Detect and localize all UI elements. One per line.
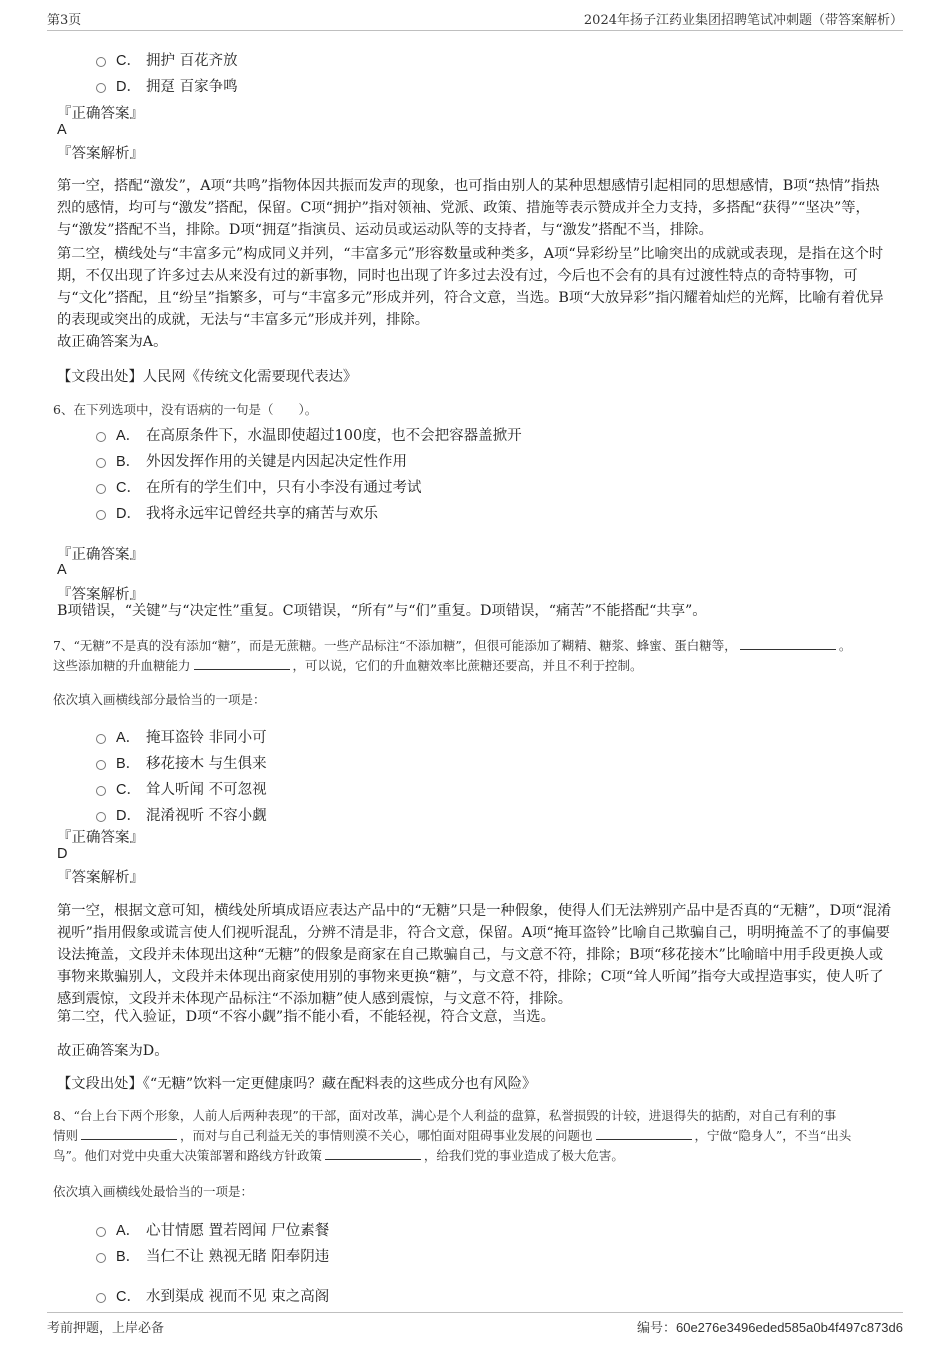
- analysis-label: 『答案解析』: [57, 587, 144, 603]
- analysis-label: 『答案解析』: [57, 146, 144, 162]
- q5-analysis-2: 第二空，横线处与“丰富多元”构成同义并列，“丰富多元”形容数量或种类多，A项“异彩纷呈”比喻突出的成就或表现，是指在这个时期，不仅出现了许多过去从来没有过的新事物，同时也出现了许多过去没有过，今后也不会有的具有过渡性特点的奇特事物，可与“文化”搭配，且“纷呈”指繁多，可与“丰富多元”形成并列，符合文意，当选。B项“大放异彩”指闪耀着灿烂的光辉，比喻有着优异的表现或突出的成就，无法与“丰富多元”形成并列，排除。: [57, 246, 884, 328]
- q6-answer: A: [57, 562, 67, 578]
- document-title: 2024年扬子江药业集团招聘笔试冲刺题（带答案解析）: [583, 13, 903, 28]
- q5-option-c[interactable]: C． 拥护 百花齐放: [96, 49, 238, 70]
- radio-icon[interactable]: [96, 812, 106, 822]
- q6-option-b[interactable]: B． 外因发挥作用的关键是内因起决定性作用: [96, 450, 407, 471]
- answer-blank: [740, 637, 836, 650]
- q7-analysis-1: 第一空，根据文意可知，横线处所填成语应表达产品中的“无糖”只是一种假象，使得人们无法辨别产品中是否真的“无糖”，D项“混淆视听”指用假象或谎言使人们视听混乱，分辨不清是非，符合文意，保留。A项“掩耳盗铃”比喻自己欺骗自己，明明掩盖不了的事偏要设法掩盖，文段并未体现出这种“无糖”的假象是商家在自己欺骗自己，与文意不符，排除；B项“移花接木”比喻暗中用手段更换人或事物来欺骗别人，文段并未体现出商家使用别的事物来更换“糖”，与文意不符，排除；C项“耸人听闻”指夸大或捏造事实，使人听了感到震惊，文段并未体现产品标注“不添加糖”使人感到震惊，与文意不符，排除。: [57, 903, 892, 1007]
- q8-option-c[interactable]: C． 水到渠成 视而不见 束之高阁: [96, 1285, 329, 1306]
- page-footer: [47, 1312, 903, 1343]
- q7-option-c[interactable]: C． 耸人听闻 不可忽视: [96, 778, 267, 799]
- radio-icon[interactable]: [96, 1253, 106, 1263]
- page-number: 第3页: [47, 13, 82, 28]
- q5-answer: A: [57, 122, 67, 138]
- q7-option-d[interactable]: D． 混淆视听 不容小觑: [96, 804, 267, 825]
- radio-icon[interactable]: [96, 734, 106, 744]
- analysis-label: 『答案解析』: [57, 870, 144, 886]
- q5-option-d[interactable]: D． 拥趸 百家争鸣: [96, 75, 238, 96]
- q8-prompt: 依次填入画横线处最恰当的一项是：: [53, 1184, 254, 1199]
- q7-option-a[interactable]: A． 掩耳盗铃 非同小可: [96, 726, 267, 747]
- q7-analysis-2: 第二空，代入验证，D项“不容小觑”指不能小看，不能轻视，符合文意，当选。: [57, 1009, 555, 1025]
- radio-icon[interactable]: [96, 432, 106, 442]
- footer-slogan: 考前押题，上岸必备: [47, 1321, 165, 1336]
- q5-conclusion: 故正确答案为A。: [57, 334, 168, 350]
- q7-question: 7、“无糖”不是真的没有添加“糖”，而是无蔗糖。一些产品标注“不添加糖”，但很可能添加了糊精、糖浆、蜂蜜、蛋白糖等， 。 这些添加糖的升血糖能力 ，可以说，它们的升血糖效率比蔗糖还要高，并且不利于控制。: [53, 638, 852, 673]
- answer-blank: [325, 1147, 421, 1160]
- answer-blank: [194, 657, 290, 670]
- radio-icon[interactable]: [96, 1293, 106, 1303]
- correct-answer-label: 『正确答案』: [57, 830, 144, 846]
- q5-analysis-1: 第一空，搭配“激发”，A项“共鸣”指物体因共振而发声的现象，也可指由别人的某种思想感情引起相同的思想感情，B项“热情”指热烈的感情，均可与“激发”搭配，保留。C项“拥护”指对领袖、党派、政策、措施等表示赞成并全力支持，多搭配“获得”“坚决”等，与“激发”搭配不当，排除。D项“拥趸”指演员、运动员或运动队等的支持者，与“激发”搭配不当，排除。: [57, 178, 880, 238]
- q8-question: 8、“台上台下两个形象，人前人后两种表现”的干部，面对改革，满心是个人利益的盘算，私誉损毁的计较，进退得失的掂酌，对自己有利的事 情则 ，而对与自己利益无关的事情则漠不关心，哪怕面对阻碍事业发展的问题也 ，宁做“隐身人”，不当“出头 鸟”。他们对党中央重大决策部署和路线方针政策 ，给我们党的事业造成了极大危害。: [53, 1108, 852, 1163]
- q7-prompt: 依次填入画横线部分最恰当的一项是：: [53, 692, 266, 707]
- radio-icon[interactable]: [96, 57, 106, 67]
- q6-option-d[interactable]: D． 我将永远牢记曾经共享的痛苦与欢乐: [96, 502, 378, 523]
- correct-answer-label: 『正确答案』: [57, 547, 144, 563]
- radio-icon[interactable]: [96, 786, 106, 796]
- q6-option-c[interactable]: C． 在所有的学生们中，只有小李没有通过考试: [96, 476, 422, 497]
- q5-source: 【文段出处】人民网《传统文化需要现代表达》: [57, 369, 358, 385]
- q6-option-a[interactable]: A． 在高原条件下，水温即使超过100度，也不会把容器盖掀开: [96, 424, 522, 445]
- q8-option-b[interactable]: B． 当仁不让 熟视无睹 阳奉阴违: [96, 1245, 329, 1266]
- answer-blank: [81, 1127, 177, 1140]
- answer-blank: [596, 1127, 692, 1140]
- radio-icon[interactable]: [96, 83, 106, 93]
- radio-icon[interactable]: [96, 760, 106, 770]
- radio-icon[interactable]: [96, 484, 106, 494]
- correct-answer-label: 『正确答案』: [57, 106, 144, 122]
- q7-conclusion: 故正确答案为D。: [57, 1043, 169, 1059]
- page-header: [47, 0, 903, 31]
- document-id: 编号：60e276e3496eded585a0b4f497c873d6: [636, 1320, 903, 1335]
- q7-source: 【文段出处】《“无糖”饮料一定更健康吗？藏在配料表的这些成分也有风险》: [57, 1076, 537, 1092]
- radio-icon[interactable]: [96, 1227, 106, 1237]
- q6-analysis: B项错误，“关键”与“决定性”重复。C项错误，“所有”与“们”重复。D项错误，“痛苦”不能搭配“共享”。: [57, 603, 707, 619]
- q6-question: 6、在下列选项中，没有语病的一句是（ ）。: [53, 402, 318, 417]
- q7-answer: D: [57, 846, 68, 862]
- radio-icon[interactable]: [96, 510, 106, 520]
- q7-option-b[interactable]: B． 移花接木 与生俱来: [96, 752, 267, 773]
- q8-option-a[interactable]: A． 心甘情愿 置若罔闻 尸位素餐: [96, 1219, 329, 1240]
- radio-icon[interactable]: [96, 458, 106, 468]
